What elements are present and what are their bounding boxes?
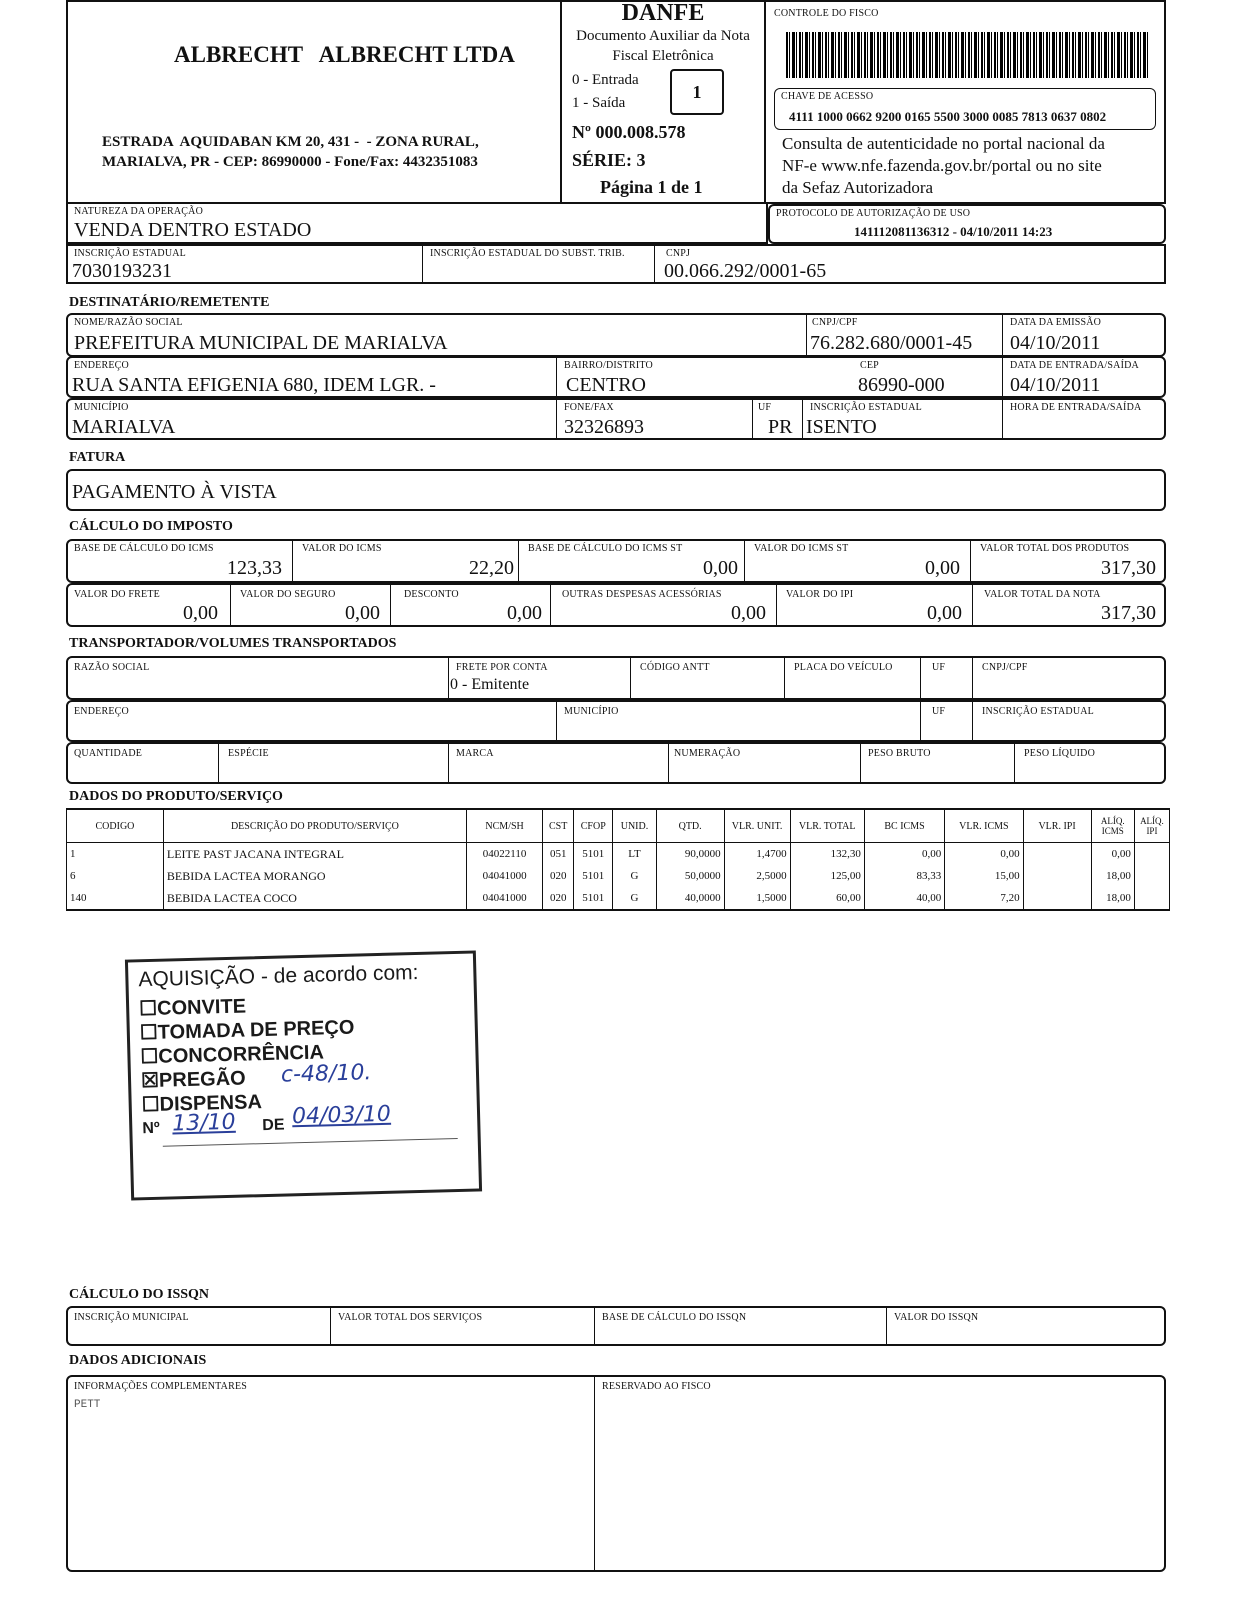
dest-uf-label: UF xyxy=(758,402,772,413)
bc-st: 0,00 xyxy=(703,557,738,579)
seguro: 0,00 xyxy=(345,602,380,624)
header-qtd: QTD. xyxy=(656,810,724,843)
stamp-de-label: DE xyxy=(262,1116,285,1135)
emitente-address-2: MARIALVA, PR - CEP: 86990000 - Fone/Fax: 4432351083 xyxy=(102,154,478,170)
protocolo-label: PROTOCOLO DE AUTORIZAÇÃO DE USO xyxy=(776,208,971,219)
cell-vlr-unit: 2,5000 xyxy=(724,865,790,887)
cell-vlr-ipi xyxy=(1023,865,1091,887)
cell-codigo: 6 xyxy=(67,865,164,887)
dest-cep: 86990-000 xyxy=(858,374,945,396)
transporte-section: TRANSPORTADOR/VOLUMES TRANSPORTADOS xyxy=(69,636,397,651)
header-unid: UNID. xyxy=(613,810,656,843)
ipi-label: VALOR DO IPI xyxy=(786,589,854,600)
transp-municipio-label: MUNICÍPIO xyxy=(564,706,619,717)
header-ncm: NCM/SH xyxy=(466,810,542,843)
natureza-box xyxy=(66,202,768,244)
fatura-value: PAGAMENTO À VISTA xyxy=(72,481,277,503)
hand-numero: 13/10 xyxy=(171,1109,236,1137)
icms-st-label: VALOR DO ICMS ST xyxy=(754,543,849,554)
natureza-label: NATUREZA DA OPERAÇÃO xyxy=(74,206,204,217)
transp-marca-label: MARCA xyxy=(456,748,494,759)
dest-bairro-label: BAIRRO/DISTRITO xyxy=(564,360,653,371)
destinatario-section: DESTINATÁRIO/REMETENTE xyxy=(69,295,270,310)
frete-label: VALOR DO FRETE xyxy=(74,589,160,600)
adicionais-box xyxy=(66,1375,1166,1572)
cell-aliq-icms: 0,00 xyxy=(1091,843,1134,866)
seguro-label: VALOR DO SEGURO xyxy=(240,589,336,600)
header-vlr-unit: VLR. UNIT. xyxy=(724,810,790,843)
total-nota-label: VALOR TOTAL DA NOTA xyxy=(984,589,1101,600)
reservado-label: RESERVADO AO FISCO xyxy=(602,1381,711,1392)
cell-descricao: BEBIDA LACTEA MORANGO xyxy=(163,865,466,887)
dest-endereco-label: ENDEREÇO xyxy=(74,360,129,371)
cell-vlr-unit: 1,5000 xyxy=(724,887,790,909)
imposto-row-1 xyxy=(66,539,1166,583)
inscricao-st-label: INSCRIÇÃO ESTADUAL DO SUBST. TRIB. xyxy=(430,248,625,259)
transp-uf-label: UF xyxy=(932,662,946,673)
consulta-3: da Sefaz Autorizadora xyxy=(782,178,934,197)
dest-nome-label: NOME/RAZÃO SOCIAL xyxy=(74,317,183,328)
danfe-numero: Nº 000.008.578 xyxy=(572,122,686,142)
table-row xyxy=(67,865,1170,887)
transp-frete: 0 - Emitente xyxy=(450,676,530,693)
danfe-box xyxy=(560,0,766,204)
checkbox-icon: ☐ xyxy=(140,1045,159,1069)
checked-checkbox-icon: ☒ xyxy=(140,1069,160,1093)
dest-uf: PR xyxy=(768,416,793,438)
cell-vlr-unit: 1,4700 xyxy=(724,843,790,866)
cell-descricao: LEITE PAST JACANA INTEGRAL xyxy=(163,843,466,866)
cell-vlr-total: 60,00 xyxy=(790,887,864,909)
cell-vlr-total: 132,30 xyxy=(790,843,864,866)
produtos-section: DADOS DO PRODUTO/SERVIÇO xyxy=(69,789,283,804)
icms: 22,20 xyxy=(469,557,514,579)
cell-cfop: 5101 xyxy=(574,887,613,909)
cell-qtd: 50,0000 xyxy=(656,865,724,887)
dest-ie-label: INSCRIÇÃO ESTADUAL xyxy=(810,402,922,413)
dest-fone: 32326893 xyxy=(564,416,644,438)
transp-frete-label: FRETE POR CONTA xyxy=(456,662,548,673)
imposto-section: CÁLCULO DO IMPOSTO xyxy=(69,519,233,534)
outras: 0,00 xyxy=(731,602,766,624)
cell-vlr-icms: 0,00 xyxy=(945,843,1023,866)
outras-label: OUTRAS DESPESAS ACESSÓRIAS xyxy=(562,589,722,600)
header-vlr-icms: VLR. ICMS xyxy=(945,810,1023,843)
stamp-concorrencia-label: CONCORRÊNCIA xyxy=(158,1041,325,1068)
dest-cnpj: 76.282.680/0001-45 xyxy=(810,332,973,354)
cell-cst: 020 xyxy=(543,887,574,909)
stamp-convite-label: CONVITE xyxy=(156,995,247,1020)
destinatario-row-2 xyxy=(66,356,1166,398)
cell-unid: G xyxy=(613,865,656,887)
total-nota: 317,30 xyxy=(1101,602,1156,624)
cell-vlr-icms: 7,20 xyxy=(945,887,1023,909)
transp-bruto-label: PESO BRUTO xyxy=(868,748,931,759)
produtos-table-wrap xyxy=(66,808,1170,911)
dest-bairro: CENTRO xyxy=(566,374,646,396)
cell-vlr-total: 125,00 xyxy=(790,865,864,887)
cell-unid: LT xyxy=(613,843,656,866)
transp-ie-label: INSCRIÇÃO ESTADUAL xyxy=(982,706,1094,717)
controle-label: CONTROLE DO FISCO xyxy=(774,8,879,19)
danfe-title: DANFE xyxy=(621,0,705,26)
issqn-im-label: INSCRIÇÃO MUNICIPAL xyxy=(74,1312,189,1323)
dest-endereco: RUA SANTA EFIGENIA 680, IDEM LGR. - xyxy=(72,374,436,396)
cell-aliq-ipi xyxy=(1134,865,1169,887)
danfe-tipo-box: 1 xyxy=(670,69,724,115)
table-row xyxy=(67,843,1170,866)
header-cfop: CFOP xyxy=(574,810,613,843)
dest-entrada-label: DATA DE ENTRADA/SAÍDA xyxy=(1010,360,1139,371)
cell-qtd: 40,0000 xyxy=(656,887,724,909)
stamp-pregao-label: PREGÃO xyxy=(158,1067,246,1092)
header-vlr-total: VLR. TOTAL xyxy=(790,810,864,843)
stamp-signature-line xyxy=(163,1138,458,1147)
transp-antt-label: CÓDIGO ANTT xyxy=(640,662,710,673)
cnpj-value: 00.066.292/0001-65 xyxy=(664,260,827,282)
fatura-box xyxy=(66,469,1166,511)
issqn-box xyxy=(66,1306,1166,1346)
acquisition-stamp xyxy=(125,950,482,1200)
issqn-section: CÁLCULO DO ISSQN xyxy=(69,1287,210,1302)
cell-descricao: BEBIDA LACTEA COCO xyxy=(163,887,466,909)
stamp-numero-label: Nº xyxy=(142,1119,160,1138)
cell-bc-icms: 40,00 xyxy=(864,887,944,909)
header-descricao: DESCRIÇÃO DO PRODUTO/SERVIÇO xyxy=(163,810,466,843)
header-codigo: CODIGO xyxy=(67,810,164,843)
transp-liquido-label: PESO LÍQUIDO xyxy=(1024,748,1096,759)
cell-vlr-icms: 15,00 xyxy=(945,865,1023,887)
header-vlr-ipi: VLR. IPI xyxy=(1023,810,1091,843)
dest-cnpj-label: CNPJ/CPF xyxy=(812,317,858,328)
fatura-section: FATURA xyxy=(69,450,126,465)
cell-ncm: 04041000 xyxy=(466,887,542,909)
header-aliq-icms: ALÍQ. ICMS xyxy=(1091,810,1134,843)
header-cst: CST xyxy=(543,810,574,843)
transp-endereco-label: ENDEREÇO xyxy=(74,706,129,717)
dest-emissao-label: DATA DA EMISSÃO xyxy=(1010,317,1102,328)
dest-entrada: 04/10/2011 xyxy=(1010,374,1101,396)
danfe-saida: 1 - Saída xyxy=(572,95,626,111)
issqn-servicos-label: VALOR TOTAL DOS SERVIÇOS xyxy=(338,1312,483,1323)
checkbox-icon: ☐ xyxy=(141,1093,160,1117)
consulta-2: NF-e www.nfe.fazenda.gov.br/portal ou no site xyxy=(782,156,1102,175)
cell-ncm: 04041000 xyxy=(466,865,542,887)
issqn-valor-label: VALOR DO ISSQN xyxy=(894,1312,979,1323)
cnpj-label: CNPJ xyxy=(666,248,691,259)
inscricao-value: 7030193231 xyxy=(72,260,172,282)
dest-fone-label: FONE/FAX xyxy=(564,402,614,413)
checkbox-icon: ☐ xyxy=(138,997,158,1021)
transp-numeracao-label: NUMERAÇÃO xyxy=(674,748,741,759)
cell-aliq-ipi xyxy=(1134,887,1169,909)
total-prod: 317,30 xyxy=(1101,557,1156,579)
chave-value: 4111 1000 0662 9200 0165 5500 3000 0085 7813 0637 0802 xyxy=(789,109,1107,124)
total-prod-label: VALOR TOTAL DOS PRODUTOS xyxy=(980,543,1130,554)
dest-ie: ISENTO xyxy=(806,416,877,438)
transporte-row-2 xyxy=(66,700,1166,742)
checkbox-icon: ☐ xyxy=(139,1021,159,1045)
info-label: INFORMAÇÕES COMPLEMENTARES xyxy=(74,1381,248,1392)
transp-quantidade-label: QUANTIDADE xyxy=(74,748,143,759)
protocolo-box xyxy=(768,204,1166,244)
cell-cfop: 5101 xyxy=(574,843,613,866)
inscricao-row xyxy=(66,244,1166,284)
transp-especie-label: ESPÉCIE xyxy=(228,748,269,759)
destinatario-row-3 xyxy=(66,398,1166,440)
stamp-title: AQUISIÇÃO - de acordo com: xyxy=(138,960,419,992)
danfe-entrada: 0 - Entrada xyxy=(572,72,639,88)
transp-placa-label: PLACA DO VEÍCULO xyxy=(794,662,893,673)
cell-qtd: 90,0000 xyxy=(656,843,724,866)
dest-hora-label: HORA DE ENTRADA/SAÍDA xyxy=(1010,402,1142,413)
bc-icms: 123,33 xyxy=(227,557,282,579)
danfe-pagina: Página 1 de 1 xyxy=(600,177,703,197)
issqn-base-label: BASE DE CÁLCULO DO ISSQN xyxy=(602,1312,747,1323)
cell-cfop: 5101 xyxy=(574,865,613,887)
barcode xyxy=(786,32,1150,78)
hand-pregao: c-48/10. xyxy=(280,1060,372,1088)
danfe-subtitle-2: Fiscal Eletrônica xyxy=(612,48,714,64)
ipi: 0,00 xyxy=(927,602,962,624)
produtos-header-row xyxy=(67,810,1170,843)
bc-st-label: BASE DE CÁLCULO DO ICMS ST xyxy=(528,543,683,554)
cell-bc-icms: 83,33 xyxy=(864,865,944,887)
header-bc-icms: BC ICMS xyxy=(864,810,944,843)
inscricao-label: INSCRIÇÃO ESTADUAL xyxy=(74,248,186,259)
produtos-table xyxy=(66,810,1170,909)
desconto: 0,00 xyxy=(507,602,542,624)
transporte-row-3 xyxy=(66,742,1166,784)
dest-nome: PREFEITURA MUNICIPAL DE MARIALVA xyxy=(74,332,448,354)
cell-aliq-icms: 18,00 xyxy=(1091,887,1134,909)
chave-label: CHAVE DE ACESSO xyxy=(781,91,874,102)
transp-cnpj-label: CNPJ/CPF xyxy=(982,662,1028,673)
cell-unid: G xyxy=(613,887,656,909)
emitente-address-1: ESTRADA AQUIDABAN KM 20, 431 - - ZONA RURAL, xyxy=(102,134,479,150)
icms-label: VALOR DO ICMS xyxy=(302,543,382,554)
transp-uf2-label: UF xyxy=(932,706,946,717)
header-aliq-ipi: ALÍQ. IPI xyxy=(1134,810,1169,843)
cell-cst: 020 xyxy=(543,865,574,887)
frete: 0,00 xyxy=(183,602,218,624)
natureza-value: VENDA DENTRO ESTADO xyxy=(74,219,312,241)
chave-box xyxy=(774,88,1156,130)
emitente-box xyxy=(66,0,562,204)
cell-cst: 051 xyxy=(543,843,574,866)
bc-icms-label: BASE DE CÁLCULO DO ICMS xyxy=(74,543,214,554)
cell-codigo: 140 xyxy=(67,887,164,909)
info-value: PETT xyxy=(74,1399,101,1411)
cell-aliq-ipi xyxy=(1134,843,1169,866)
transporte-row-1 xyxy=(66,656,1166,700)
cell-codigo: 1 xyxy=(67,843,164,866)
transp-razao-label: RAZÃO SOCIAL xyxy=(74,662,150,673)
fisco-box xyxy=(764,0,1166,204)
danfe-serie: SÉRIE: 3 xyxy=(572,150,646,170)
dest-emissao: 04/10/2011 xyxy=(1010,332,1101,354)
dest-municipio-label: MUNICÍPIO xyxy=(74,402,129,413)
dest-municipio: MARIALVA xyxy=(72,416,176,438)
cell-aliq-icms: 18,00 xyxy=(1091,865,1134,887)
emitente-name: ALBRECHT ALBRECHT LTDA xyxy=(174,42,515,67)
cell-vlr-ipi xyxy=(1023,887,1091,909)
desconto-label: DESCONTO xyxy=(404,589,459,600)
danfe-subtitle-1: Documento Auxiliar da Nota xyxy=(576,28,750,44)
stamp-tomada-label: TOMADA DE PREÇO xyxy=(157,1016,355,1044)
cell-ncm: 04022110 xyxy=(466,843,542,866)
destinatario-row-1 xyxy=(66,313,1166,357)
hand-data: 04/03/10 xyxy=(291,1101,392,1130)
imposto-row-2 xyxy=(66,583,1166,627)
dest-cep-label: CEP xyxy=(860,360,879,371)
stamp-dispensa-label: DISPENSA xyxy=(159,1091,263,1116)
cell-vlr-ipi xyxy=(1023,843,1091,866)
protocolo-value: 141112081136312 - 04/10/2011 14:23 xyxy=(854,224,1053,239)
table-row xyxy=(67,887,1170,909)
icms-st: 0,00 xyxy=(925,557,960,579)
cell-bc-icms: 0,00 xyxy=(864,843,944,866)
consulta-1: Consulta de autenticidade no portal nacional da xyxy=(782,134,1105,153)
adicionais-section: DADOS ADICIONAIS xyxy=(69,1353,207,1368)
